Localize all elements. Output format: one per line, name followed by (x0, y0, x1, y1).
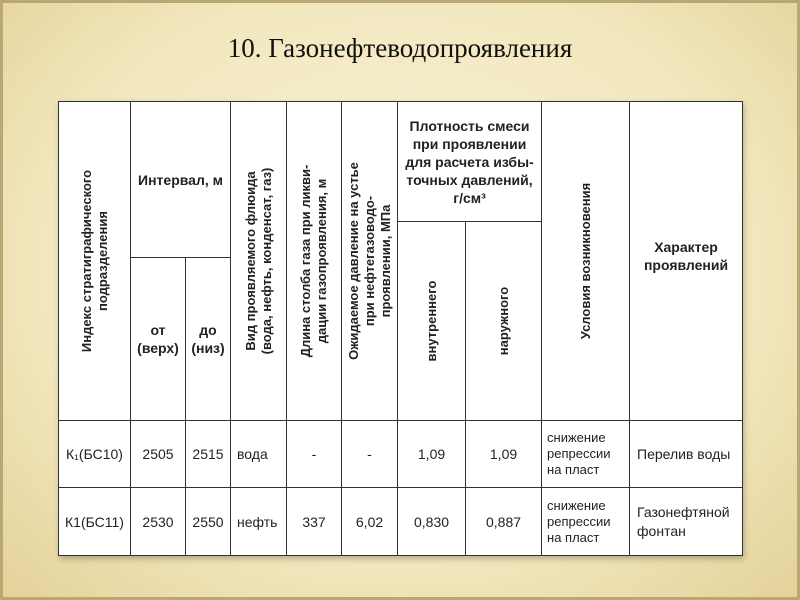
cell-index: К₁(БС10) (59, 421, 131, 488)
table-row (59, 488, 743, 556)
header-density-inner: внутреннего (398, 222, 466, 421)
header-density: Плотность смеси при проявлении для расчета избы- точных давлений, г/см³ (398, 102, 542, 222)
header-from: от (верх) (131, 258, 186, 421)
gas-oil-water-shows-table (58, 101, 743, 556)
header-to: до (низ) (186, 258, 231, 421)
cell-density-inner: 1,09 (398, 421, 466, 488)
header-density-outer: наружного (466, 222, 542, 421)
header-fluid: Вид проявляемого флюида (вода, нефть, конденсат, газ) (231, 102, 287, 421)
cell-density-inner: 0,830 (398, 488, 466, 556)
cell-pressure: - (342, 421, 398, 488)
cell-conditions: снижение репрессии на пласт (542, 488, 630, 556)
cell-density-outer: 0,887 (466, 488, 542, 556)
header-interval: Интервал, м (131, 102, 231, 258)
data-table-container (58, 101, 742, 556)
cell-fluid: вода (231, 421, 287, 488)
cell-from: 2505 (131, 421, 186, 488)
cell-gas-column: 337 (287, 488, 342, 556)
header-conditions: Условия возникновения (542, 102, 630, 421)
header-gas-column: Длина столба газа при ликви- дации газопроявления, м (287, 102, 342, 421)
cell-conditions: снижение репрессии на пласт (542, 421, 630, 488)
cell-fluid: нефть (231, 488, 287, 556)
cell-to: 2550 (186, 488, 231, 556)
cell-from: 2530 (131, 488, 186, 556)
header-pressure: Ожидаемое давление на устье при нефтегазоводо- проявлении, МПа (342, 102, 398, 421)
cell-to: 2515 (186, 421, 231, 488)
table-row (59, 421, 743, 488)
cell-gas-column: - (287, 421, 342, 488)
header-character: Характер проявлений (630, 102, 743, 421)
cell-density-outer: 1,09 (466, 421, 542, 488)
header-index: Индекс стратиграфического подразделения (59, 102, 131, 421)
slide-title: 10. Газонефтеводопроявления (227, 33, 573, 63)
cell-character: Перелив воды (630, 421, 743, 488)
cell-pressure: 6,02 (342, 488, 398, 556)
cell-index: К1(БС11) (59, 488, 131, 556)
cell-character: Газонефтяной фонтан (630, 488, 743, 556)
